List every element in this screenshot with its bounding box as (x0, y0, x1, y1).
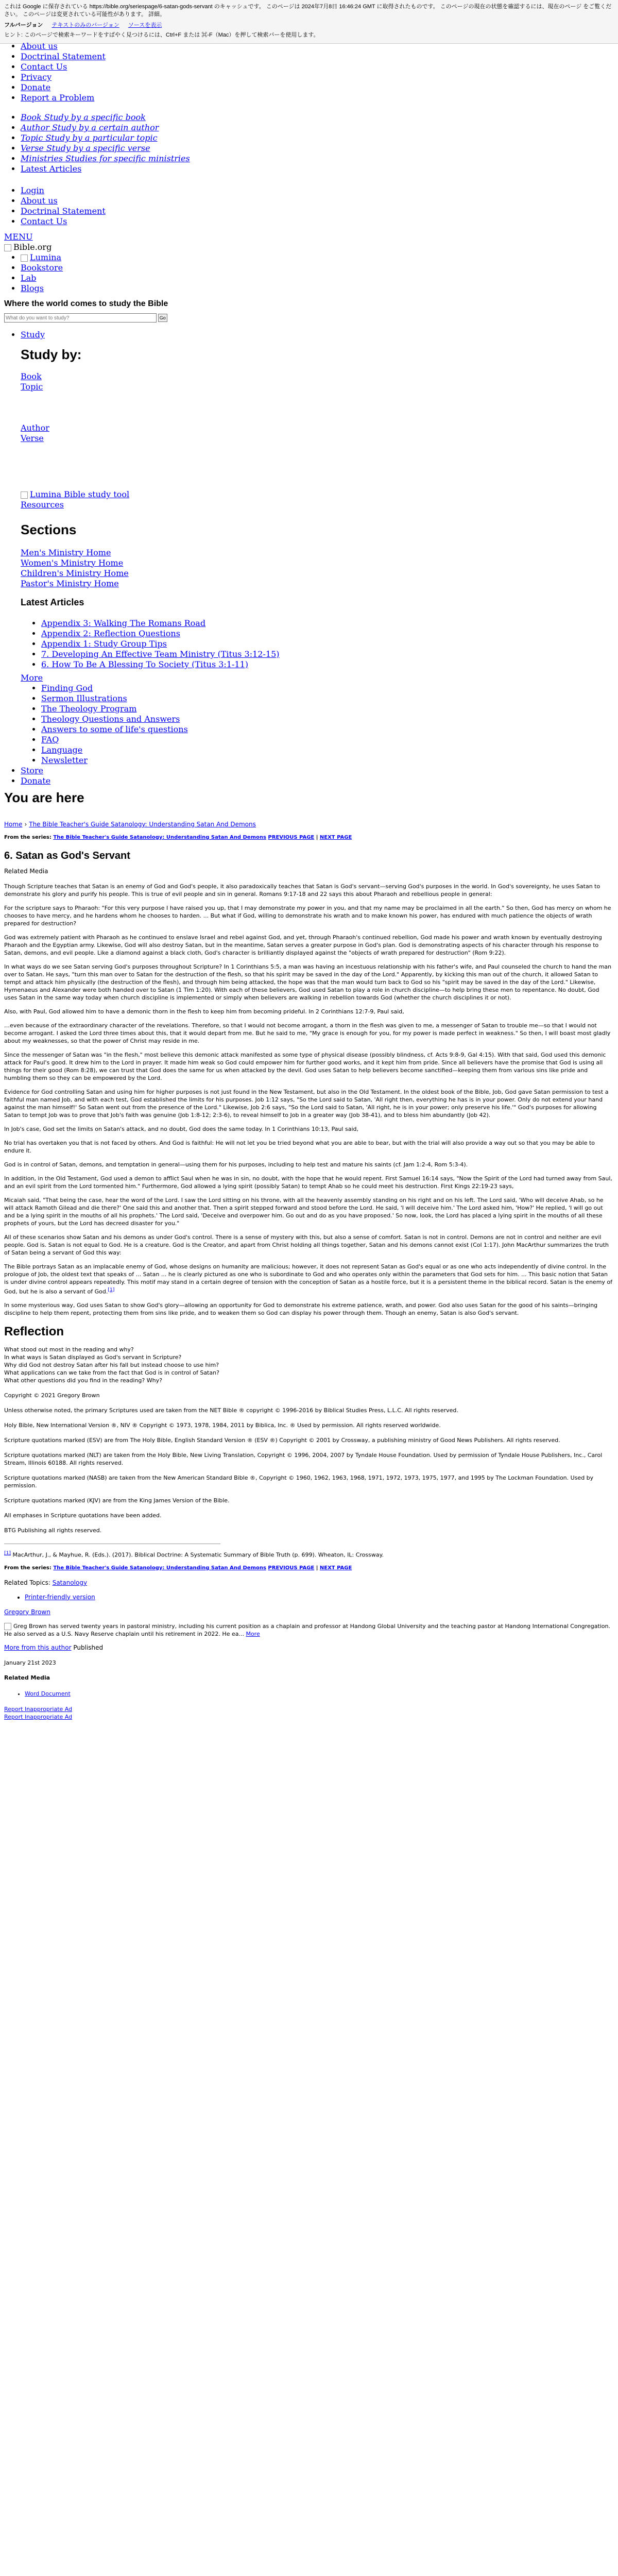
copyright-line: Copyright © 2021 Gregory Brown (4, 1392, 100, 1399)
bookstore-link[interactable]: Bookstore (21, 263, 63, 273)
permission-note: Unless otherwise noted, the primary Scriptures used are taken from the NET Bible ® copyright © 1996-2016 by Biblical Studies Press, L.L.C. All rights reserved. (4, 1407, 458, 1414)
author-name-link[interactable]: Gregory Brown (4, 1608, 50, 1616)
site-tagline: Where the world comes to study the Bible (4, 299, 168, 308)
related-topics-label: Related Topics: (4, 1579, 50, 1586)
article-body (4, 883, 614, 1317)
more-theology-program[interactable]: The Theology Program (41, 704, 137, 714)
article-paragraph: Since the messenger of Satan was "in the flesh," most believe this demonic attack manifested as some type of physical disease (possibly blindness, cf. Acts 9:8-9, Gal 4:15). With that said, God used this demonic attack for Paul's good. It drew him to the Lord in prayer. It made him weak so God could empower him for further good works, and it kept him from pride. Since all believers have the promise that God is using all things for their good (Rom 8:28), we can trust that God does the same for us when attacked by the devil. God uses Satan to help believers become sanctified—keeping them from various sins like pride and humbling them so they can be empowered by the Lord. (4, 1051, 606, 1081)
footnote-backref[interactable]: [1] (4, 1550, 11, 1556)
search-go-button[interactable]: Go (158, 314, 167, 322)
resources-link[interactable]: Resources (21, 500, 64, 510)
more-link[interactable]: More (21, 673, 43, 683)
report-ad-link[interactable]: Report Inappropriate Ad (4, 1705, 73, 1713)
study-nav (0, 330, 618, 340)
reflection-question: What other questions did you find in the reading? Why? (4, 1377, 162, 1384)
more-newsletter[interactable]: Newsletter (41, 755, 88, 765)
print-links (4, 1592, 614, 1602)
reflection-list (4, 1346, 614, 1384)
latest-articles-heading: Latest Articles (21, 597, 84, 607)
article-paragraph: All of these scenarios show Satan and his demons as under God's control. There is a sense of mystery with this, but also a sense of comfort. Satan is not in control. Demons are not in control and neither are evil people. God is. Satan is not equal to God. He is a creature. God is the Creator, and apart from Christ holding all things together, Satan and his demons cannot exist (Col 1:17). John MacArthur summarizes the truth of Satan being a servant of God this way: (4, 1233, 609, 1256)
next-page-link-bottom[interactable]: NEXT PAGE (319, 1565, 352, 1571)
study-menu-verse[interactable]: Verse Study by a specific verse (21, 143, 150, 153)
report-ad-link[interactable]: Report Inappropriate Ad (4, 1713, 73, 1720)
printer-friendly-link[interactable]: Printer-friendly version (25, 1593, 95, 1601)
study-menu-author[interactable]: Author Study by a certain author (21, 123, 159, 132)
latest-article-3[interactable]: Appendix 1: Study Group Tips (41, 639, 167, 649)
breadcrumb: Home › The Bible Teacher's Guide Satanology: Understanding Satan And Demons (4, 820, 256, 828)
study-by-topic[interactable]: Topic (21, 381, 43, 392)
study-by-verse[interactable]: Verse (21, 433, 44, 443)
more-life-questions[interactable]: Answers to some of life's questions (41, 724, 188, 734)
section-women[interactable]: Women's Ministry Home (21, 557, 124, 568)
permission-note: Scripture quotations marked (NASB) are taken from the New American Standard Bible ®, Copyright © 1960, 1962, 1963, 1968, 1971, 1972, 1973, 1975, 1977, and 1995 by The Lockman Foundation. Used by permission. (4, 1475, 594, 1489)
article-paragraph: In what ways do we see Satan serving God's purposes throughout Scripture? In 1 Corinthians 5:5, a man was having an incestuous relationship with his father's wife, and Paul counseled the church to hand the man over to Satan. He says, "turn this man over to Satan for the destruction of the flesh, so that his spirit may be saved in the day of the Lord." Apparently, by kicking this man out of the church, it allowed Satan to tempt and attack him physically (the destruction of the flesh), and through him being attacked, the hope was that the man would turn back to God so his "spirit may be saved in the day of the Lord." Likewise, Hymenaeus and Alexander were both handed over to Satan (1 Tim 1:20). With each of these believers, God used Satan to play a role in church discipline—to help bring these men to repentance. No doubt, God uses Satan in the same way today when church discipline is implemented or simply when believers are walking in rebellion towards God (whether the church disciplines it or not). (4, 963, 612, 1001)
lumina-logo (21, 255, 28, 262)
related-topic-satanology[interactable]: Satanology (52, 1579, 88, 1586)
menu-report-problem[interactable]: Report a Problem (21, 93, 95, 103)
article-paragraph: Evidence for God controlling Satan and using him for higher purposes is not just found in the New Testament, but also in the Old Testament. In the oldest book of the Bible, Job, God gave Satan permission to test a faithful man named Job, and with each test, God established the limits for his purposes. Job 1:12 says, "So the Lord said to Satan, 'All right then, everything he has is in your power. Only do not extend your hand against the man himself!' So Satan went out from the presence of the Lord." Likewise, Job 2:6 says, "So the Lord said to Satan, 'All right, he is in your power; only preserve his life.'" God's purposes for allowing Satan to tempt Job was to prove that Job's faith was genuine (Job 1:8-12; 2:3-6), to reveal himself to Job in a greater way (Job 38-41), and to bless him abundantly (Job 42). (4, 1088, 609, 1118)
you-are-here-heading: You are here (4, 790, 84, 805)
latest-article-1[interactable]: Appendix 3: Walking The Romans Road (41, 618, 206, 628)
reflection-question: In what ways is Satan displayed as God's servant in Scripture? (4, 1354, 182, 1361)
reflection-question: Why did God not destroy Satan after his fall but instead choose to use him? (4, 1362, 219, 1369)
latest-article-5[interactable]: 6. How To Be A Blessing To Society (Titus 3:1-11) (41, 659, 248, 669)
account-contact-us[interactable]: Contact Us (21, 216, 67, 226)
reflection-question: What applications can we take from the fact that God is in control of Satan? (4, 1369, 219, 1377)
article-quote: For the scripture says to Pharaoh: "For this very purpose I have raised you up, that I may demonstrate my power in you, and that my name may be proclaimed in all the earth." So then, God has mercy on whom he chooses to have mercy, and he hardens whom he chooses to harden. ... But what if God, willing to demonstrate his wrath and to make known his power, has endured with much patience the objects of wrath prepared for destruction? (4, 904, 611, 927)
study-menu-latest-articles[interactable]: Latest Articles (21, 164, 82, 174)
permission-note: Scripture quotations marked (KJV) are from the King James Version of the Bible. (4, 1497, 230, 1504)
series-nav: From the series: The Bible Teacher's Guide Satanology: Understanding Satan And Demons PREVIOUS PAGE | NEXT PAGE (4, 834, 352, 840)
menu-toggle[interactable]: MENU (4, 232, 33, 242)
footnote: [1] MacArthur, J., & Mayhue, R. (Eds.). (2017). Biblical Doctrine: A Systematic Summary of Bible Truth (p. 699). Wheaton, IL: Crossway. (4, 1550, 384, 1558)
article-quote: Micaiah said, "That being the case, hear the word of the Lord. I saw the Lord sitting on his throne, with all the heavenly assembly standing on his right and on his left. The Lord said, 'Who will deceive Ahab, so he will attack Ramoth Gilead and die there?' One said this and another that. Then a spirit stepped forward and stood before the Lord. He said, 'I will deceive him.' The Lord asked him, 'How?' He replied, 'I will go out and be a lying spirit in the mouths of all his prophets.' The Lord said, 'Deceive and overpower him. Go out and do as you have proposed.' So now, look, the Lord has placed a lying spirit in the mouths of all these prophets of yours, but the Lord has decreed disaster for you." (4, 1196, 604, 1227)
latest-articles-list (0, 618, 618, 670)
study-menu (0, 112, 618, 174)
account-about-us[interactable]: About us (21, 196, 58, 206)
permissions (4, 1406, 614, 1534)
related-media-list (4, 1689, 614, 1699)
sections-heading: Sections (21, 522, 77, 537)
published-label: Published (73, 1643, 104, 1651)
menu-donate[interactable]: Donate (21, 82, 51, 92)
permission-note: Scripture quotations marked (NLT) are taken from the Holy Bible, New Living Translation, Copyright © 1996, 2004, 2007 by Tyndale House Foundation. Used by permission of Tyndale House Publishers, Inc., Carol Stream, Illinois 60188. All rights reserved. (4, 1452, 603, 1467)
search-block (0, 299, 618, 323)
cache-notice-text: これは Google に保存されている https://bible.org/seriespage/6-satan-gods-servant のキャッシュです。 このページは 2024年7月8日 16:46:24 GMT に取得されたものです。 このページの現在の状態を確認するには、現在のページ をご覧ください。 このページは変更されている可能性があります。 詳細。 (4, 4, 612, 18)
permission-note: Holy Bible, New International Version ®, NIV ® Copyright © 1973, 1978, 1984, 2011 by Biblica, Inc. ® Used by permission. All rights reserved worldwide. (4, 1422, 441, 1429)
sections-block (0, 521, 618, 589)
logo-alt-text: Bible.org (13, 242, 52, 252)
study-by-heading: Study by: (21, 347, 82, 362)
section-pastors[interactable]: Pastor's Ministry Home (21, 578, 119, 588)
author-photo (4, 1623, 11, 1630)
more-from-author-link[interactable]: More from this author (4, 1643, 72, 1651)
author-bio-more[interactable]: More (246, 1630, 260, 1637)
permission-note: All emphases in Scripture quotations have been added. (4, 1512, 162, 1519)
cache-view-tabs (4, 22, 614, 29)
article-quote: …even because of the extraordinary character of the revelations. Therefore, so that I would not become arrogant, a thorn in the flesh was given to me, a messenger of Satan to trouble me—so that I would not become arrogant. I asked the Lord three times about this, that it would depart from me. But he said to me, "My grace is enough for you, for my power is made perfect in weakness." So then, I will boast most gladly about my weaknesses, so that the power of Christ may reside in me. (4, 1022, 611, 1044)
latest-article-2[interactable]: Appendix 2: Reflection Questions (41, 629, 180, 638)
series-nav-bottom: From the series: The Bible Teacher's Guide Satanology: Understanding Satan And Demons PREVIOUS PAGE | NEXT PAGE (4, 1565, 352, 1571)
related-topics (4, 1579, 614, 1587)
store-link[interactable]: Store (21, 766, 44, 775)
more-language[interactable]: Language (41, 745, 83, 755)
previous-page-link[interactable]: PREVIOUS PAGE (268, 834, 315, 840)
account-doctrinal-statement[interactable]: Doctrinal Statement (21, 206, 106, 216)
section-men[interactable]: Men's Ministry Home (21, 547, 111, 557)
reflection-heading: Reflection (4, 1325, 64, 1339)
more-from-author (4, 1644, 614, 1652)
cache-notice-bar (0, 0, 618, 44)
permission-note: Scripture quotations marked (ESV) are from The Holy Bible, English Standard Version ® (ESV ®) Copyright © 2001 by Crossway, a publishing ministry of Good News Publishers. All rights reserved. (4, 1437, 560, 1444)
more-nav (0, 673, 618, 786)
article-quote: The Bible portrays Satan as an implacable enemy of God, whose designs on humanity are malicious; however, it does not represent Satan as God's equal or as one who acts independently of divine control. In the prologue of Job, the oldest text that speaks of ... Satan ... he is clearly pictured as one who is subordinate to God and who operates only within the parameters that God sets for him. ... This basic notion that Satan is under divine control appears repeatedly. This motif may stand in a certain degree of tension with the conception of Satan as a hostile force, but it is a persistent theme in the biblical record. Satan is the enemy of God, but he is also a servant of God.[1] (4, 1263, 613, 1295)
next-page-link[interactable]: NEXT PAGE (319, 834, 352, 840)
lumina-menu (0, 252, 618, 294)
published-date: January 21st 2023 (4, 1659, 56, 1666)
series-prefix: From the series: (4, 834, 52, 840)
more-theology-qa[interactable]: Theology Questions and Answers (41, 714, 180, 724)
lumina-tool-alt[interactable]: Lumina Bible study tool (30, 489, 130, 499)
lab-link[interactable]: Lab (21, 273, 37, 283)
lumina-tool-image[interactable] (21, 492, 28, 499)
study-by-block (0, 346, 618, 444)
article-paragraph: In Job's case, God set the limits on Satan's attack, and no doubt, God does the same today. In 1 Corinthians 10:13, Paul said, (4, 1125, 358, 1132)
latest-article-4[interactable]: 7. Developing An Effective Team Ministry (Titus 3:12-15) (41, 649, 280, 659)
more-finding-god[interactable]: Finding God (41, 683, 93, 693)
previous-page-link-bottom[interactable]: PREVIOUS PAGE (268, 1565, 315, 1571)
bible-org-logo[interactable] (4, 244, 11, 251)
study-by-author[interactable]: Author (21, 422, 49, 433)
study-nav-link[interactable]: Study (21, 330, 45, 340)
article-quote: No trial has overtaken you that is not faced by others. And God is faithful: He will not let you be tried beyond what you are able to bear, but with the trial will also provide a way out so that you may be able to endure it. (4, 1139, 595, 1154)
article-paragraph: Though Scripture teaches that Satan is an enemy of God and God's people, it also paradoxically teaches that Satan is God's servant—serving God's purposes in the world. In God's sovereignty, he uses Satan to demonstrate his glory and purify his people. This is true of evil people and sin in general. Romans 9:17-18 and 22 says this about Pharaoh and rebellious people in general: (4, 883, 600, 897)
article-paragraph: In addition, in the Old Testament, God used a demon to afflict Saul when he was in sin, no doubt, with the hope that he would repent. First Samuel 16:14 says, "Now the Spirit of the Lord had turned away from Saul, and an evil spirit from the Lord tormented him." Furthermore, God allowed a lying spirit (possibly Satan) to tempt Ahab so he could meet his destruction. First Kings 22:19-23 says, (4, 1175, 612, 1190)
blogs-link[interactable]: Blogs (21, 283, 44, 293)
lumina-tool-block (0, 489, 618, 510)
word-document-link[interactable]: Word Document (25, 1690, 71, 1697)
breadcrumb-home[interactable]: Home (4, 820, 23, 828)
related-media-label: Related Media (4, 867, 48, 875)
menu-contact-us[interactable]: Contact Us (21, 62, 67, 72)
more-faq[interactable]: FAQ (41, 735, 59, 744)
account-login[interactable]: Login (21, 185, 44, 195)
article-paragraph: Also, with Paul, God allowed him to have a demonic thorn in the flesh to keep him from becoming prideful. In 2 Corinthians 12:7-9, Paul said, (4, 1008, 404, 1015)
lumina-link[interactable]: Lumina (30, 252, 62, 262)
menu-privacy[interactable]: Privacy (21, 72, 52, 82)
account-menu (0, 185, 618, 227)
cache-tab-text-only[interactable]: テキストのみのバージョン (52, 22, 119, 28)
menu-about-us[interactable]: About us (21, 41, 58, 51)
author-bio: Greg Brown has served twenty years in pastoral ministry, including his current position as a chaplain and professor at Handong Global University and the teaching pastor at Handong International Congregation. He also served as a U.S. Navy Reserve chaplain until his retirement in 2022. He ea... More (4, 1622, 611, 1637)
permission-note: BTG Publishing all rights reserved. (4, 1527, 102, 1534)
cache-tab-view-source[interactable]: ソースを表示 (128, 22, 162, 28)
breadcrumb-series[interactable]: The Bible Teacher's Guide Satanology: Understanding Satan And Demons (29, 820, 256, 828)
more-sermon-illustrations[interactable]: Sermon Illustrations (41, 693, 127, 703)
latest-articles-block (0, 597, 618, 608)
section-children[interactable]: Children's Ministry Home (21, 568, 129, 578)
menu-doctrinal-statement[interactable]: Doctrinal Statement (21, 52, 106, 61)
author-block (4, 1608, 614, 1616)
article-paragraph: God is in control of Satan, demons, and temptation in general—using them for his purposes, including to help test and mature his saints (cf. Jam 1:2-4, Rom 5:3-4). (4, 1161, 468, 1168)
study-menu-book[interactable]: Book Study by a specific book (21, 112, 146, 122)
top-menu (0, 41, 618, 103)
article-title: 6. Satan as God's Servant (4, 850, 130, 861)
series-title-link-bottom[interactable]: The Bible Teacher's Guide Satanology: Understanding Satan And Demons (53, 1565, 266, 1571)
series-title-link[interactable]: The Bible Teacher's Guide Satanology: Understanding Satan And Demons (53, 834, 266, 840)
cache-tab-full[interactable]: フルバージョン (4, 22, 43, 28)
study-menu-topic[interactable]: Topic Study by a particular topic (21, 133, 158, 143)
related-media-label-2: Related Media (4, 1674, 50, 1681)
reflection-question: What stood out most in the reading and why? (4, 1346, 134, 1353)
footnote-ref[interactable]: [1] (108, 1286, 115, 1293)
study-menu-ministries[interactable]: Ministries Studies for specific ministries (21, 154, 190, 163)
search-input[interactable] (4, 313, 157, 323)
study-by-book[interactable]: Book (21, 371, 42, 381)
ad-report-links (4, 1705, 614, 1721)
article (0, 789, 614, 1721)
article-paragraph: God was extremely patient with Pharaoh as he continued to enslave Israel and rebel against God, and yet, through Pharaoh's continued rebellion, God made his power and wrath known by eventually destroying Pharaoh and the Egyptian army. Likewise, God will also destroy Satan, but in the meantime, Satan serves a greater purpose in God's plan. God is demonstrating aspects of his character through his response to Satan, demons, and evil people. Like a diamond against a black cloth, God's character is brilliantly displayed against the "objects of wrath prepared for destruction" (Rom 9:22). (4, 934, 602, 956)
header-logo-block (0, 232, 618, 252)
article-paragraph: In some mysterious way, God uses Satan to show God's glory—allowing an opportunity for God to demonstrate his extreme patience, wrath, and power. God also uses Satan for the good of his saints—bringing discipline to help them repent, protecting them from sins like pride, and to weaken them so God can display his power through them. Though an enemy, Satan is also God's servant. (4, 1302, 598, 1317)
donate-nav-link[interactable]: Donate (21, 776, 51, 786)
cache-tip: ヒント: このページで検索キーワードをすばやく見つけるには、Ctrl+F または ⌘-F（Mac）を押して検索バーを使用します。 (4, 32, 319, 38)
